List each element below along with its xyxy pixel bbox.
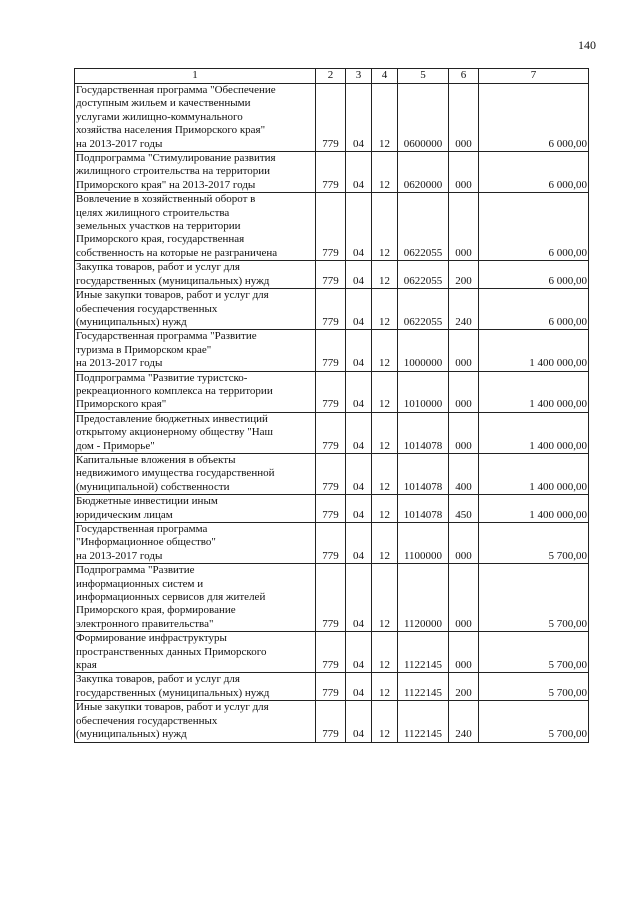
- table-row: [75, 701, 589, 742]
- expense-type-cell: 000: [449, 84, 479, 152]
- target-article-cell: 0622055: [398, 289, 449, 330]
- expense-type-cell: 000: [449, 412, 479, 453]
- expense-type-cell: 240: [449, 701, 479, 742]
- table-row: [75, 261, 589, 289]
- subsection-cell: 12: [372, 152, 398, 193]
- page-number: 140: [578, 38, 596, 52]
- table-row: [75, 673, 589, 701]
- row-name-cell: Формирование инфраструктуры пространственных данных Приморского края: [75, 632, 316, 673]
- subsection-cell: 12: [372, 673, 398, 701]
- header-cell-7: 7: [479, 69, 589, 84]
- section-cell: 04: [346, 289, 372, 330]
- subsection-cell: 12: [372, 453, 398, 494]
- amount-cell: 1 400 000,00: [479, 453, 589, 494]
- expense-type-cell: 200: [449, 261, 479, 289]
- amount-cell: 1 400 000,00: [479, 495, 589, 523]
- subsection-cell: 12: [372, 632, 398, 673]
- table-row: [75, 495, 589, 523]
- row-name-cell: Иные закупки товаров, работ и услуг для обеспечения государственных (муниципальных) нужд: [75, 701, 316, 742]
- header-cell-6: 6: [449, 69, 479, 84]
- amount-cell: 6 000,00: [479, 84, 589, 152]
- subsection-cell: 12: [372, 261, 398, 289]
- row-name-cell: Закупка товаров, работ и услуг для государственных (муниципальных) нужд: [75, 673, 316, 701]
- table-row: [75, 193, 589, 261]
- section-cell: 04: [346, 701, 372, 742]
- amount-cell: 5 700,00: [479, 673, 589, 701]
- expense-type-cell: 400: [449, 453, 479, 494]
- row-name-cell: Капитальные вложения в объекты недвижимого имущества государственной (муниципальной) собственности: [75, 453, 316, 494]
- header-cell-1: 1: [75, 69, 316, 84]
- target-article-cell: 1014078: [398, 412, 449, 453]
- row-name-cell: Государственная программа "Развитие туризма в Приморском крае" на 2013-2017 годы: [75, 330, 316, 371]
- section-cell: 04: [346, 453, 372, 494]
- admin-code-cell: 779: [316, 701, 346, 742]
- section-cell: 04: [346, 371, 372, 412]
- row-name-cell: Бюджетные инвестиции иным юридическим лицам: [75, 495, 316, 523]
- section-cell: 04: [346, 523, 372, 564]
- table-row: [75, 152, 589, 193]
- table-row: [75, 632, 589, 673]
- expense-type-cell: 000: [449, 193, 479, 261]
- amount-cell: 6 000,00: [479, 152, 589, 193]
- target-article-cell: 1010000: [398, 371, 449, 412]
- target-article-cell: 0600000: [398, 84, 449, 152]
- target-article-cell: 1120000: [398, 564, 449, 632]
- admin-code-cell: 779: [316, 193, 346, 261]
- amount-cell: 5 700,00: [479, 523, 589, 564]
- expense-type-cell: 000: [449, 564, 479, 632]
- amount-cell: 6 000,00: [479, 261, 589, 289]
- row-name-cell: Подпрограмма "Стимулирование развития жилищного строительства на территории Приморского края" на 2013-2017 годы: [75, 152, 316, 193]
- subsection-cell: 12: [372, 412, 398, 453]
- subsection-cell: 12: [372, 701, 398, 742]
- target-article-cell: 1100000: [398, 523, 449, 564]
- row-name-cell: Иные закупки товаров, работ и услуг для обеспечения государственных (муниципальных) нужд: [75, 289, 316, 330]
- expense-type-cell: 000: [449, 523, 479, 564]
- admin-code-cell: 779: [316, 412, 346, 453]
- expense-type-cell: 000: [449, 152, 479, 193]
- target-article-cell: 1014078: [398, 495, 449, 523]
- subsection-cell: 12: [372, 495, 398, 523]
- subsection-cell: 12: [372, 330, 398, 371]
- amount-cell: 1 400 000,00: [479, 330, 589, 371]
- header-cell-4: 4: [372, 69, 398, 84]
- admin-code-cell: 779: [316, 564, 346, 632]
- row-name-cell: Подпрограмма "Развитие туристско- рекреационного комплекса на территории Приморского края": [75, 371, 316, 412]
- row-name-cell: Государственная программа "Обеспечение доступным жильем и качественными услугами жилищно-коммунального хозяйства населения Приморского края" на 2013-2017 годы: [75, 84, 316, 152]
- expense-type-cell: 000: [449, 371, 479, 412]
- admin-code-cell: 779: [316, 453, 346, 494]
- target-article-cell: 1014078: [398, 453, 449, 494]
- amount-cell: 5 700,00: [479, 701, 589, 742]
- section-cell: 04: [346, 495, 372, 523]
- target-article-cell: 0620000: [398, 152, 449, 193]
- admin-code-cell: 779: [316, 84, 346, 152]
- table-row: [75, 84, 589, 152]
- admin-code-cell: 779: [316, 261, 346, 289]
- subsection-cell: 12: [372, 84, 398, 152]
- admin-code-cell: 779: [316, 371, 346, 412]
- target-article-cell: 1122145: [398, 632, 449, 673]
- target-article-cell: 0622055: [398, 261, 449, 289]
- subsection-cell: 12: [372, 371, 398, 412]
- target-article-cell: 1000000: [398, 330, 449, 371]
- admin-code-cell: 779: [316, 632, 346, 673]
- row-name-cell: Государственная программа "Информационное общество" на 2013-2017 годы: [75, 523, 316, 564]
- section-cell: 04: [346, 673, 372, 701]
- target-article-cell: 0622055: [398, 193, 449, 261]
- admin-code-cell: 779: [316, 152, 346, 193]
- header-row: [75, 69, 589, 84]
- section-cell: 04: [346, 330, 372, 371]
- row-name-cell: Предоставление бюджетных инвестиций открытому акционерному обществу "Наш дом - Приморье": [75, 412, 316, 453]
- table-row: [75, 330, 589, 371]
- header-cell-2: 2: [316, 69, 346, 84]
- table-row: [75, 289, 589, 330]
- table-row: [75, 412, 589, 453]
- table-row: [75, 371, 589, 412]
- subsection-cell: 12: [372, 564, 398, 632]
- expense-type-cell: 450: [449, 495, 479, 523]
- subsection-cell: 12: [372, 289, 398, 330]
- amount-cell: 1 400 000,00: [479, 412, 589, 453]
- row-name-cell: Подпрограмма "Развитие информационных систем и информационных сервисов для жителей Приморского края, формирование электронного правительства": [75, 564, 316, 632]
- admin-code-cell: 779: [316, 330, 346, 371]
- header-cell-3: 3: [346, 69, 372, 84]
- expense-type-cell: 000: [449, 330, 479, 371]
- target-article-cell: 1122145: [398, 701, 449, 742]
- admin-code-cell: 779: [316, 495, 346, 523]
- section-cell: 04: [346, 261, 372, 289]
- amount-cell: 5 700,00: [479, 632, 589, 673]
- section-cell: 04: [346, 564, 372, 632]
- subsection-cell: 12: [372, 193, 398, 261]
- row-name-cell: Закупка товаров, работ и услуг для государственных (муниципальных) нужд: [75, 261, 316, 289]
- amount-cell: 6 000,00: [479, 193, 589, 261]
- admin-code-cell: 779: [316, 523, 346, 564]
- section-cell: 04: [346, 632, 372, 673]
- expense-type-cell: 240: [449, 289, 479, 330]
- admin-code-cell: 779: [316, 673, 346, 701]
- target-article-cell: 1122145: [398, 673, 449, 701]
- amount-cell: 6 000,00: [479, 289, 589, 330]
- header-cell-5: 5: [398, 69, 449, 84]
- budget-table: [74, 68, 589, 743]
- expense-type-cell: 200: [449, 673, 479, 701]
- admin-code-cell: 779: [316, 289, 346, 330]
- table-row: [75, 564, 589, 632]
- table-row: [75, 453, 589, 494]
- expense-type-cell: 000: [449, 632, 479, 673]
- section-cell: 04: [346, 152, 372, 193]
- row-name-cell: Вовлечение в хозяйственный оборот в целях жилищного строительства земельных участков на территории Приморского края, государственная собственность на которые не разграничена: [75, 193, 316, 261]
- table-row: [75, 523, 589, 564]
- section-cell: 04: [346, 84, 372, 152]
- amount-cell: 1 400 000,00: [479, 371, 589, 412]
- section-cell: 04: [346, 193, 372, 261]
- section-cell: 04: [346, 412, 372, 453]
- subsection-cell: 12: [372, 523, 398, 564]
- amount-cell: 5 700,00: [479, 564, 589, 632]
